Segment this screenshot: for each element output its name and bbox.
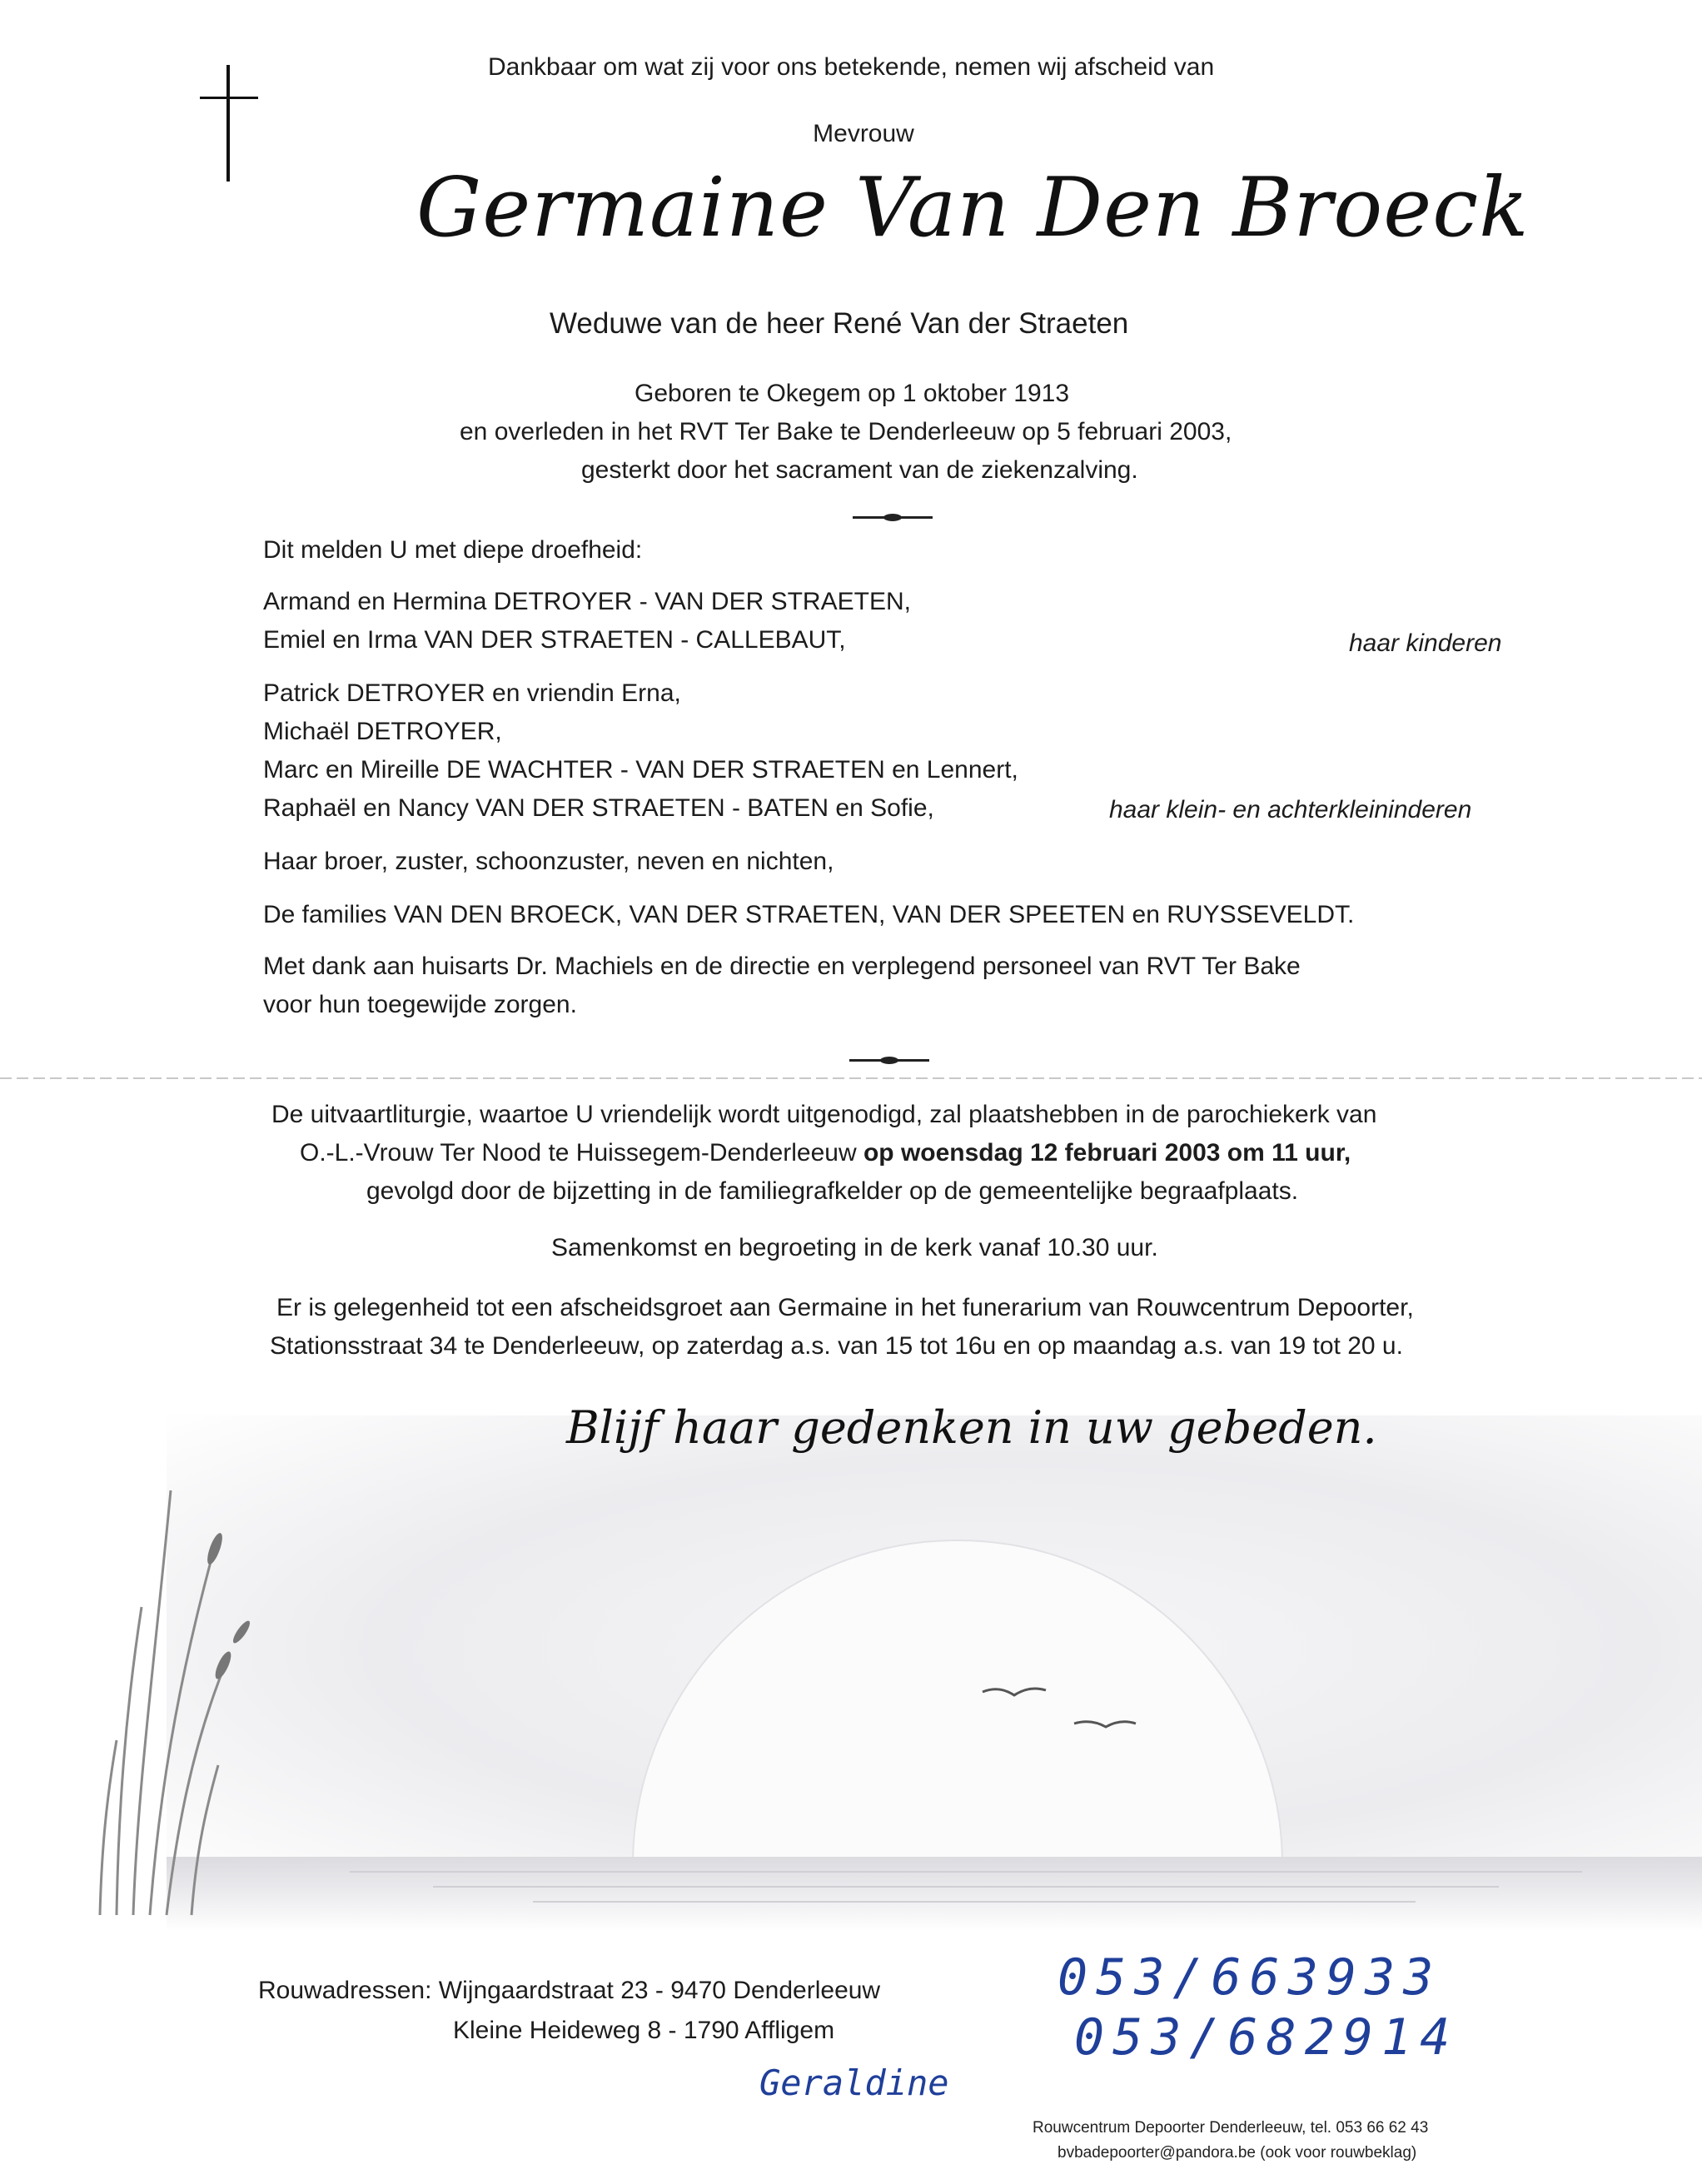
fold-line (0, 1077, 1702, 1079)
funeral-line (300, 1137, 1351, 1169)
intro-text: Dankbaar om wat zij voor ons betekende, nemen wij afscheid van (488, 53, 1215, 81)
children-line: Emiel en Irma VAN DER STRAETEN - CALLEBAUT, (263, 626, 846, 654)
closing-phrase: Blijf haar gedenken in uw gebeden. (566, 1401, 1377, 1454)
water (167, 1857, 1702, 1932)
families-line: De families VAN DEN BROECK, VAN DER STRAETEN, VAN DER SPEETEN en RUYSSEVELDT. (263, 901, 1355, 928)
addresses-label: Rouwadressen: (258, 1977, 432, 2004)
grandchildren-line: Michaël DETROYER, (263, 718, 502, 745)
address-1: Wijngaardstraat 23 - 9470 Denderleeuw (438, 1977, 881, 2004)
announcement: Dit melden U met diepe droefheid: (263, 536, 643, 564)
divider-ornament-bottom (849, 1059, 929, 1062)
funeral-location: O.-L.-Vrouw Ter Nood te Huissegem-Denderleeuw (300, 1139, 863, 1167)
handwritten-phone-2: 053/682914 (1074, 2008, 1459, 2067)
handwritten-phone-1: 053/663933 (1058, 1948, 1442, 2007)
divider-ornament-top (853, 516, 933, 519)
grandchildren-line: Marc en Mireille DE WACHTER - VAN DER STRAETEN en Lennert, (263, 756, 1018, 784)
children-line: Armand en Hermina DETROYER - VAN DER STRAETEN, (263, 588, 911, 615)
salutation: Mevrouw (813, 120, 914, 147)
thanks-line: voor hun toegewijde zorgen. (263, 991, 577, 1018)
funeral-line: De uitvaartliturgie, waartoe U vriendelijk wordt uitgenodigd, zal plaatshebben in de parochiekerk van (271, 1101, 1377, 1128)
children-role: haar kinderen (1349, 629, 1502, 657)
widow-line: Weduwe van de heer René Van der Straeten (550, 307, 1129, 340)
addresses-line (258, 1975, 880, 2007)
birth-line: Geboren te Okegem op 1 oktober 1913 (635, 380, 1070, 407)
death-line: en overleden in het RVT Ter Bake te Denderleeuw op 5 februari 2003, (460, 418, 1232, 445)
handwritten-name: Geraldine (759, 2062, 949, 2103)
deceased-name: Germaine Van Den Broeck (416, 161, 1530, 256)
farewell-line: Stationsstraat 34 te Denderleeuw, op zaterdag a.s. van 15 tot 16u en op maandag a.s. van 19 tot 20 u. (270, 1332, 1403, 1360)
funeral-datetime: op woensdag 12 februari 2003 om 11 uur, (863, 1139, 1351, 1167)
gathering-line: Samenkomst en begroeting in de kerk vanaf 10.30 uur. (551, 1234, 1158, 1261)
address-2: Kleine Heideweg 8 - 1790 Affligem (453, 2017, 835, 2044)
thanks-line: Met dank aan huisarts Dr. Machiels en de directie en verplegend personeel van RVT Ter Bake (263, 953, 1301, 980)
grandchildren-role: haar klein- en achterkleininderen (1109, 796, 1472, 823)
siblings-line: Haar broer, zuster, schoonzuster, neven en nichten, (263, 848, 834, 875)
footer-line-1: Rouwcentrum Depoorter Denderleeuw, tel. 053 66 62 43 (1033, 2119, 1429, 2137)
farewell-line: Er is gelegenheid tot een afscheidsgroet aan Germaine in het funerarium van Rouwcentrum Depoorter, (276, 1294, 1414, 1321)
sunset-illustration (0, 1415, 1702, 1998)
funeral-line: gevolgd door de bijzetting in de familiegrafkelder op de gemeentelijke begraafplaats. (366, 1177, 1299, 1205)
grandchildren-line: Raphaël en Nancy VAN DER STRAETEN - BATEN en Sofie, (263, 794, 934, 822)
sacrament-line: gesterkt door het sacrament van de ziekenzalving. (581, 456, 1138, 484)
grandchildren-line: Patrick DETROYER en vriendin Erna, (263, 679, 681, 707)
footer-line-2: bvbadepoorter@pandora.be (ook voor rouwbeklag) (1058, 2144, 1417, 2162)
